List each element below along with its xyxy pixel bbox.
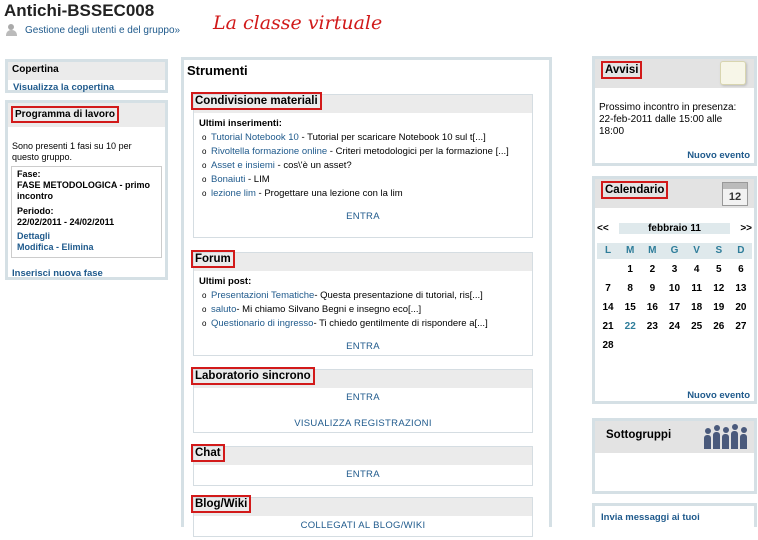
cover-title: Copertina <box>8 62 165 80</box>
tools-title: Strumenti <box>187 63 248 78</box>
calendar-day[interactable]: 27 <box>735 321 747 332</box>
forum-header <box>194 253 532 271</box>
list-item <box>202 159 527 173</box>
phase-name: FASE METODOLOGICA - primo incontro <box>17 180 151 201</box>
list-item <box>202 145 527 159</box>
forum-subtitle: Ultimi post: <box>199 276 252 287</box>
calendar-empty-cell <box>619 338 641 354</box>
material-desc: - Progettare una lezione con la lim <box>255 188 403 199</box>
material-link[interactable]: lezione lim <box>211 188 256 199</box>
chat-body <box>194 465 532 489</box>
sharing-list <box>199 131 527 201</box>
list-item <box>202 173 527 187</box>
material-link[interactable]: Rivoltella formazione online <box>211 146 328 157</box>
calendar-day[interactable]: 5 <box>715 264 722 275</box>
calendar-empty-cell <box>686 338 708 354</box>
work-program-panel <box>5 100 168 280</box>
notices-title: Avvisi <box>601 61 642 79</box>
lab-title: Laboratorio sincrono <box>191 367 315 385</box>
calendar-empty-cell <box>708 338 730 354</box>
calendar-day[interactable]: 22 <box>624 321 636 332</box>
material-link[interactable]: Bonaiuti <box>211 174 246 185</box>
calendar-empty-cell <box>730 338 752 354</box>
calendar-day[interactable]: 28 <box>602 340 614 351</box>
calendar-day[interactable]: 13 <box>735 283 747 294</box>
lab-enter-button[interactable]: ENTRA <box>346 392 380 403</box>
material-desc: - LIM <box>245 174 270 185</box>
virtual-class-heading: La classe virtuale <box>213 12 383 34</box>
blog-connect-button[interactable]: COLLEGATI AL BLOG/WIKI <box>300 520 426 531</box>
notice-text: Prossimo incontro in presenza: 22-feb-2011 dalle 15:00 alle 18:00 <box>599 102 737 137</box>
material-link[interactable]: Tutorial Notebook 10 <box>211 132 299 143</box>
blog-body <box>194 516 532 540</box>
calendar-day[interactable]: 7 <box>605 283 611 294</box>
calendar-weekday: G <box>663 243 685 259</box>
calendar-empty-cell <box>597 262 619 278</box>
chat-header <box>194 447 532 465</box>
calendar-day[interactable]: 9 <box>649 283 656 294</box>
sharing-body <box>194 113 532 231</box>
new-event-link[interactable]: Nuovo evento <box>687 150 750 161</box>
cover-panel <box>5 59 168 93</box>
material-desc: - cos\'è un asset? <box>274 160 352 171</box>
sharing-enter-button[interactable]: ENTRA <box>346 211 380 222</box>
next-month-button[interactable]: >> <box>740 222 752 234</box>
blog-header <box>194 498 532 516</box>
calendar-grid <box>597 243 752 354</box>
calendar-day[interactable]: 6 <box>738 264 744 275</box>
forum-enter-button[interactable]: ENTRA <box>346 341 380 352</box>
delete-link[interactable]: Elimina <box>61 242 94 252</box>
forum-title: Forum <box>191 250 235 268</box>
sharing-header <box>194 95 532 113</box>
post-desc: - Questa presentazione di tutorial, ris[...] <box>314 290 483 301</box>
forum-body <box>194 271 532 361</box>
period-value: 22/02/2011 - 24/02/2011 <box>17 217 115 227</box>
calendar-weekday: D <box>730 243 752 259</box>
lab-section <box>193 369 533 433</box>
notices-header <box>595 59 754 88</box>
calendar-day[interactable]: 16 <box>646 302 658 313</box>
manage-users-row <box>6 23 180 37</box>
phase-label: Fase: <box>17 169 41 179</box>
chat-enter-button[interactable]: ENTRA <box>346 469 380 480</box>
calendar-panel <box>592 176 757 404</box>
calendar-day[interactable]: 23 <box>646 321 658 332</box>
material-link[interactable]: Asset e insiemi <box>211 160 275 171</box>
calendar-day[interactable]: 12 <box>713 283 725 294</box>
calendar-month: febbraio 11 <box>619 223 731 234</box>
subgroups-header <box>595 421 754 453</box>
link-separator: - <box>53 242 62 252</box>
calendar-day[interactable]: 17 <box>668 302 681 313</box>
subgroups-panel <box>592 418 757 494</box>
calendar-weekday: L <box>597 243 619 259</box>
sharing-section <box>193 94 533 238</box>
phase-box <box>11 166 162 258</box>
material-desc: - Tutorial per scaricare Notebook 10 sul t[...] <box>298 132 486 143</box>
tools-panel <box>181 57 552 531</box>
note-icon <box>720 61 746 85</box>
material-desc: - Criteri metodologici per la formazione [...] <box>327 146 509 157</box>
blog-section <box>193 497 533 537</box>
chat-title: Chat <box>191 444 225 462</box>
post-link[interactable]: Questionario di ingresso <box>211 318 314 329</box>
program-summary: Sono presenti 1 fasi su 10 per questo gruppo. <box>12 141 132 162</box>
calendar-day[interactable]: 20 <box>735 302 747 313</box>
calendar-day[interactable]: 18 <box>691 302 703 313</box>
calendar-day[interactable]: 3 <box>671 264 678 275</box>
lab-body <box>194 388 532 438</box>
prev-month-button[interactable]: << <box>597 222 609 234</box>
calendar-new-event-link[interactable]: Nuovo evento <box>687 390 750 401</box>
messages-panel <box>592 503 757 527</box>
post-desc: - Ti chiedo gentilmente di rispondere a[...] <box>313 318 488 329</box>
post-link[interactable]: Presentazioni Tematiche <box>211 290 315 301</box>
calendar-day[interactable]: 15 <box>624 302 636 313</box>
calendar-empty-cell <box>641 338 663 354</box>
notices-panel <box>592 56 757 166</box>
calendar-day[interactable]: 26 <box>713 321 725 332</box>
calendar-day[interactable]: 1 <box>627 264 633 275</box>
post-desc: - Mi chiamo Silvano Begni e insegno eco[...] <box>236 304 422 315</box>
work-program-header <box>8 103 165 127</box>
calendar-day[interactable]: 19 <box>713 302 725 313</box>
calendar-icon: 12 <box>722 182 748 206</box>
forum-list <box>199 289 527 331</box>
sharing-title: Condivisione materiali <box>191 92 322 110</box>
blog-title: Blog/Wiki <box>191 495 251 513</box>
calendar-day[interactable]: 8 <box>627 283 633 294</box>
calendar-weekday: V <box>686 243 708 259</box>
list-item <box>202 303 527 317</box>
chat-section <box>193 446 533 486</box>
list-item <box>202 187 527 201</box>
calendar-day[interactable]: 4 <box>693 264 700 275</box>
calendar-weekday: S <box>708 243 730 259</box>
list-item <box>202 317 527 331</box>
subgroups-title: Sottogruppi <box>606 429 672 441</box>
group-title: Antichi-BSSEC008 <box>4 1 155 20</box>
view-cover-link[interactable]: Visualizza la copertina <box>13 82 115 93</box>
people-icon <box>704 425 748 449</box>
list-item <box>202 289 527 303</box>
new-phase-link[interactable]: Inserisci nuova fase <box>12 268 103 279</box>
calendar-day[interactable]: 25 <box>691 321 703 332</box>
manage-users-link[interactable]: Gestione degli utenti e del gruppo» <box>25 24 181 36</box>
modify-link[interactable]: Modifica <box>17 242 54 252</box>
period-label: Periodo: <box>17 206 54 216</box>
calendar-header <box>595 179 754 208</box>
users-icon <box>6 23 20 37</box>
calendar-day[interactable]: 14 <box>602 302 614 313</box>
calendar-empty-cell <box>663 338 685 354</box>
sharing-subtitle: Ultimi inserimenti: <box>199 118 282 129</box>
calendar-nav <box>595 220 754 236</box>
post-link[interactable]: saluto <box>211 304 237 315</box>
calendar-day[interactable]: 2 <box>649 264 656 275</box>
calendar-day[interactable]: 24 <box>668 321 681 332</box>
list-item <box>202 131 527 145</box>
work-program-title: Programma di lavoro <box>11 106 119 123</box>
calendar-weekday: M <box>641 243 663 259</box>
send-messages-link[interactable]: Invia messaggi ai tuoi <box>601 512 700 523</box>
calendar-title: Calendario <box>601 181 668 199</box>
calendar-day[interactable]: 11 <box>691 283 702 294</box>
calendar-day[interactable]: 10 <box>668 283 681 294</box>
calendar-day[interactable]: 21 <box>602 321 614 332</box>
details-link[interactable]: Dettagli <box>17 231 51 241</box>
calendar-weekday: M <box>619 243 641 259</box>
lab-header <box>194 370 532 388</box>
view-recordings-button[interactable]: VISUALIZZA REGISTRAZIONI <box>294 418 432 429</box>
forum-section <box>193 252 533 356</box>
